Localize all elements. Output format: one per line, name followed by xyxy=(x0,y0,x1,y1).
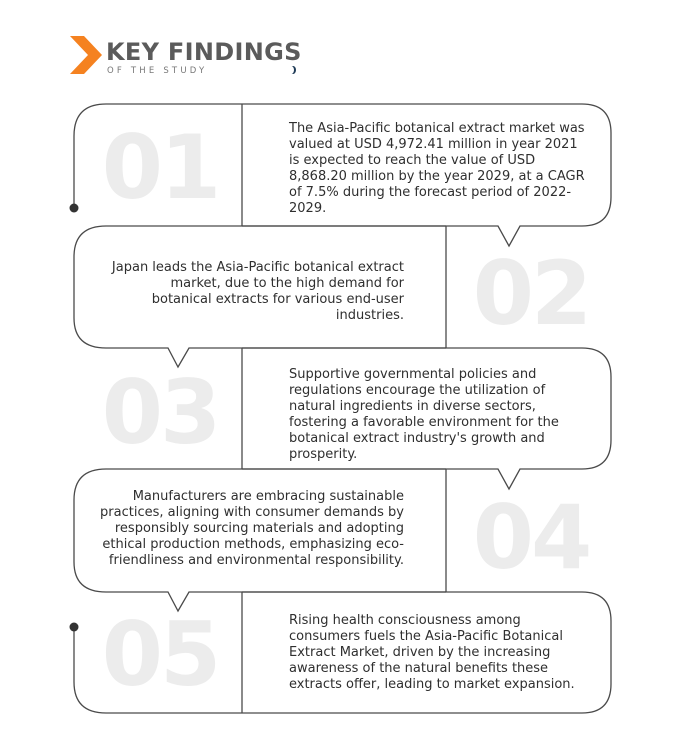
page-subtitle: OF THE STUDY xyxy=(107,66,208,76)
finding-text: The Asia-Pacific botanical extract market was valued at USD 4,972.41 million in year 2021 is expected to reach the value of USD 8,868.20 million by the year 2029, at a CAGR of 7.5% during the forecast period of 2022-2029. xyxy=(289,121,585,216)
finding-text: Supportive governmental policies and regulations encourage the utilization of natural ingredients in diverse sectors, fostering a favorable environment for the botanical extract industry's growth and prosperity. xyxy=(289,367,559,462)
finding-text: Japan leads the Asia-Pacific botanical extract market, due to the high demand for botanical extracts for various end-user industries. xyxy=(111,260,404,323)
finding-number: 02 xyxy=(472,242,590,345)
finding-text: Rising health consciousness among consumers fuels the Asia-Pacific Botanical Extract Market, driven by the increasing awareness of the natural benefits these extracts offer, leading to market expansion. xyxy=(289,613,575,692)
finding-number: 01 xyxy=(101,116,219,219)
flow-dot-bottom xyxy=(70,623,79,632)
finding-number: 05 xyxy=(101,603,219,706)
flow-dot-top xyxy=(70,204,79,213)
finding-text: Manufacturers are embracing sustainable practices, aligning with consumer demands by responsibly sourcing materials and adopting ethical production methods, emphasizing eco-friendliness and environmental responsibility. xyxy=(100,489,404,568)
page-title: KEY FINDINGS xyxy=(106,38,302,66)
finding-number: 03 xyxy=(101,361,219,464)
finding-number: 04 xyxy=(472,486,590,589)
